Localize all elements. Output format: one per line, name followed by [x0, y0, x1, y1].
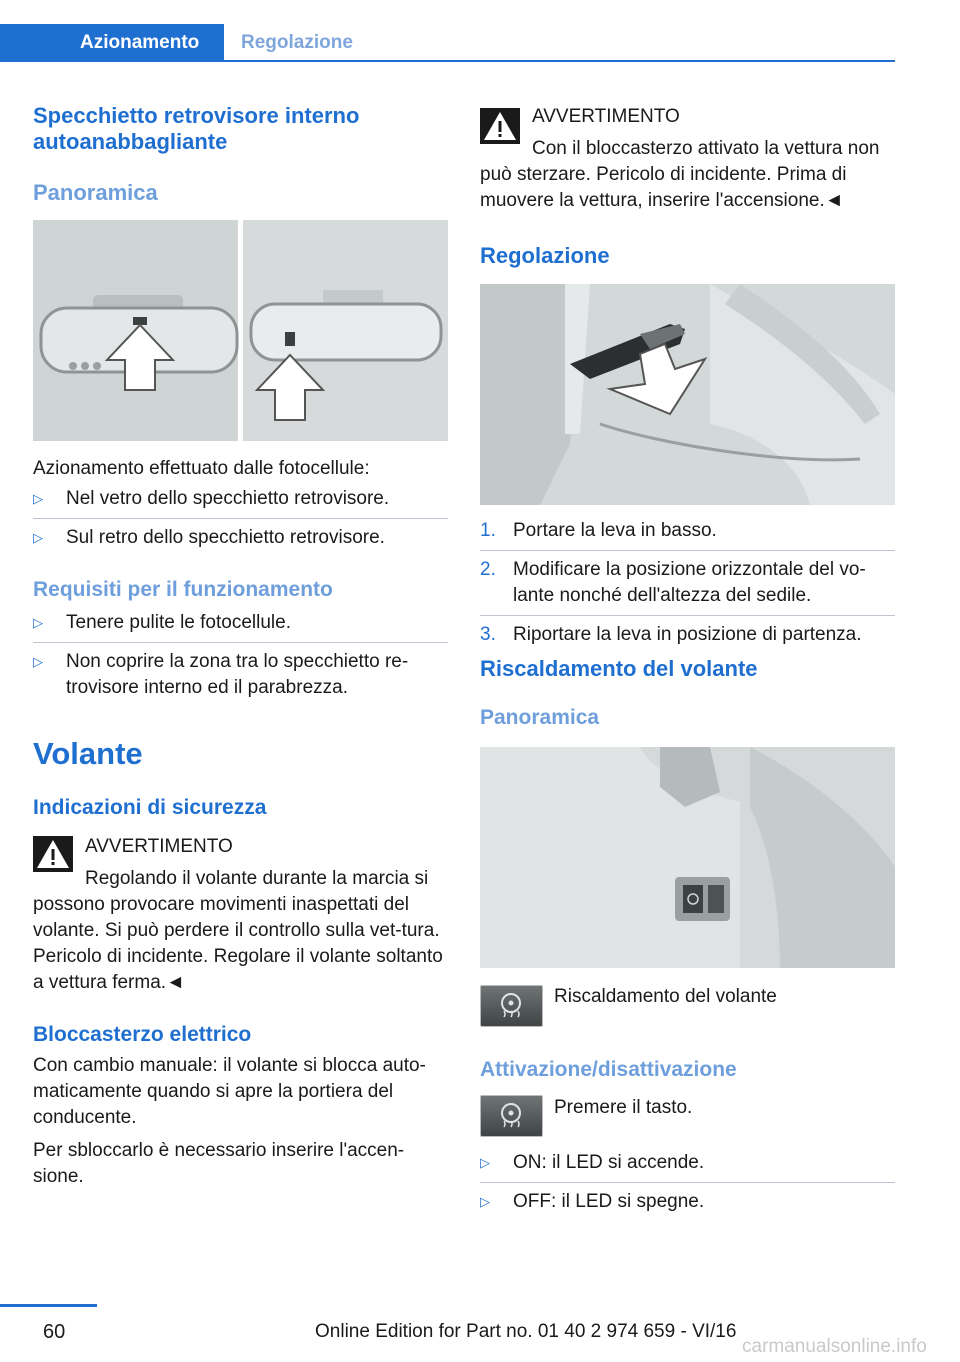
heating-heading: Riscaldamento del volante [480, 656, 758, 681]
warning-text-first: Con il bloccasterzo attivato la vettura non [532, 138, 880, 159]
lever-photo [480, 284, 895, 505]
watermark: carmanualsonline.info [742, 1336, 927, 1357]
bullet-text: Tenere pulite le fotocellule. [66, 612, 291, 633]
triangle-bullet-icon: ▷ [33, 615, 43, 630]
heating-overview-heading: Panoramica [480, 706, 600, 729]
adjust-steps [480, 518, 895, 648]
step-number: 3. [480, 624, 496, 645]
warning-text-rest: può sterzare. Pericolo di incidente. Prima di muovere la vettura, inserire l'accensione.◄ [480, 164, 847, 211]
bullet-text: OFF: il LED si spegne. [513, 1191, 705, 1212]
operation-text: Azionamento effettuato dalle fotocellule: [33, 458, 370, 479]
mirror-illustration [33, 220, 448, 441]
triangle-bullet-icon: ▷ [33, 491, 43, 506]
safety-heading: Indicazioni di sicurezza [33, 796, 267, 819]
operation-list [33, 486, 448, 551]
footer-rule [0, 1304, 97, 1307]
list-item [480, 557, 895, 616]
step-text: Portare la leva in basso. [513, 520, 717, 541]
list-item [480, 1150, 895, 1183]
toggle-list [480, 1150, 895, 1215]
steering-wheel-heating-button-icon [480, 1095, 543, 1137]
wheel-title: Volante [33, 736, 143, 771]
warning-text-first: Regolando il volante durante la marcia si [85, 868, 429, 889]
tab-regolazione[interactable]: Regolazione [241, 32, 353, 53]
step-number: 2. [480, 559, 496, 580]
toggle-text: Premere il tasto. [554, 1097, 693, 1118]
list-item [33, 486, 448, 519]
bullet-text: Non coprire la zona tra lo specchietto re-trovisore interno ed il parabrezza. [66, 651, 409, 698]
page-number: 60 [43, 1321, 66, 1343]
lock-text-2: Per sbloccarlo è necessario inserire l'accen-sione. [33, 1140, 405, 1187]
heating-illustration [480, 747, 895, 968]
heating-button-label: Riscaldamento del volante [554, 986, 777, 1007]
triangle-bullet-icon: ▷ [480, 1155, 490, 1170]
heating-photo [480, 747, 895, 968]
requirements-list [33, 610, 448, 701]
mirror-title: Specchietto retrovisore interno autoanabbagliante [33, 103, 360, 154]
header-tabbar [0, 24, 895, 62]
bullet-text: Nel vetro dello specchietto retrovisore. [66, 488, 390, 509]
tab-azionamento[interactable]: Azionamento [0, 24, 224, 62]
list-item [33, 525, 448, 551]
list-item [480, 1189, 895, 1215]
list-item [480, 518, 895, 551]
triangle-bullet-icon: ▷ [33, 654, 43, 669]
bullet-text: ON: il LED si accende. [513, 1152, 705, 1173]
step-text: Modificare la posizione orizzontale del vo-lante nonché dell'altezza del sedile. [513, 559, 866, 606]
list-item [33, 610, 448, 643]
warning-label: AVVERTIMENTO [532, 106, 680, 127]
steering-wheel-heating-icon [480, 985, 543, 1027]
lock-text-1: Con cambio manuale: il volante si blocca auto-maticamente quando si apre la portiera del conducente. [33, 1055, 426, 1128]
mirror-overview-heading: Panoramica [33, 180, 158, 205]
toggle-heading: Attivazione/disattivazione [480, 1058, 737, 1081]
step-text: Riportare la leva in posizione di partenza. [513, 624, 862, 645]
list-item [480, 622, 895, 648]
adjust-heading: Regolazione [480, 243, 610, 268]
edition-text: Online Edition for Part no. 01 40 2 974 659 - VI/16 [315, 1321, 737, 1342]
bullet-text: Sul retro dello specchietto retrovisore. [66, 527, 385, 548]
warning-text-rest: possono provocare movimenti inaspettati del volante. Si può perdere il controllo sulla vet-tura. Pericolo di incidente. Regolare il volante soltanto a vettura ferma.◄ [33, 894, 443, 993]
step-number: 1. [480, 520, 496, 541]
warning-icon [33, 836, 73, 872]
mirror-photo [33, 220, 448, 441]
requirements-heading: Requisiti per il funzionamento [33, 578, 333, 601]
lever-illustration [480, 284, 895, 505]
warning-label: AVVERTIMENTO [85, 836, 233, 857]
list-item [33, 649, 448, 701]
triangle-bullet-icon: ▷ [480, 1194, 490, 1209]
triangle-bullet-icon: ▷ [33, 530, 43, 545]
lock-heading: Bloccasterzo elettrico [33, 1023, 252, 1046]
warning-icon [480, 108, 520, 144]
